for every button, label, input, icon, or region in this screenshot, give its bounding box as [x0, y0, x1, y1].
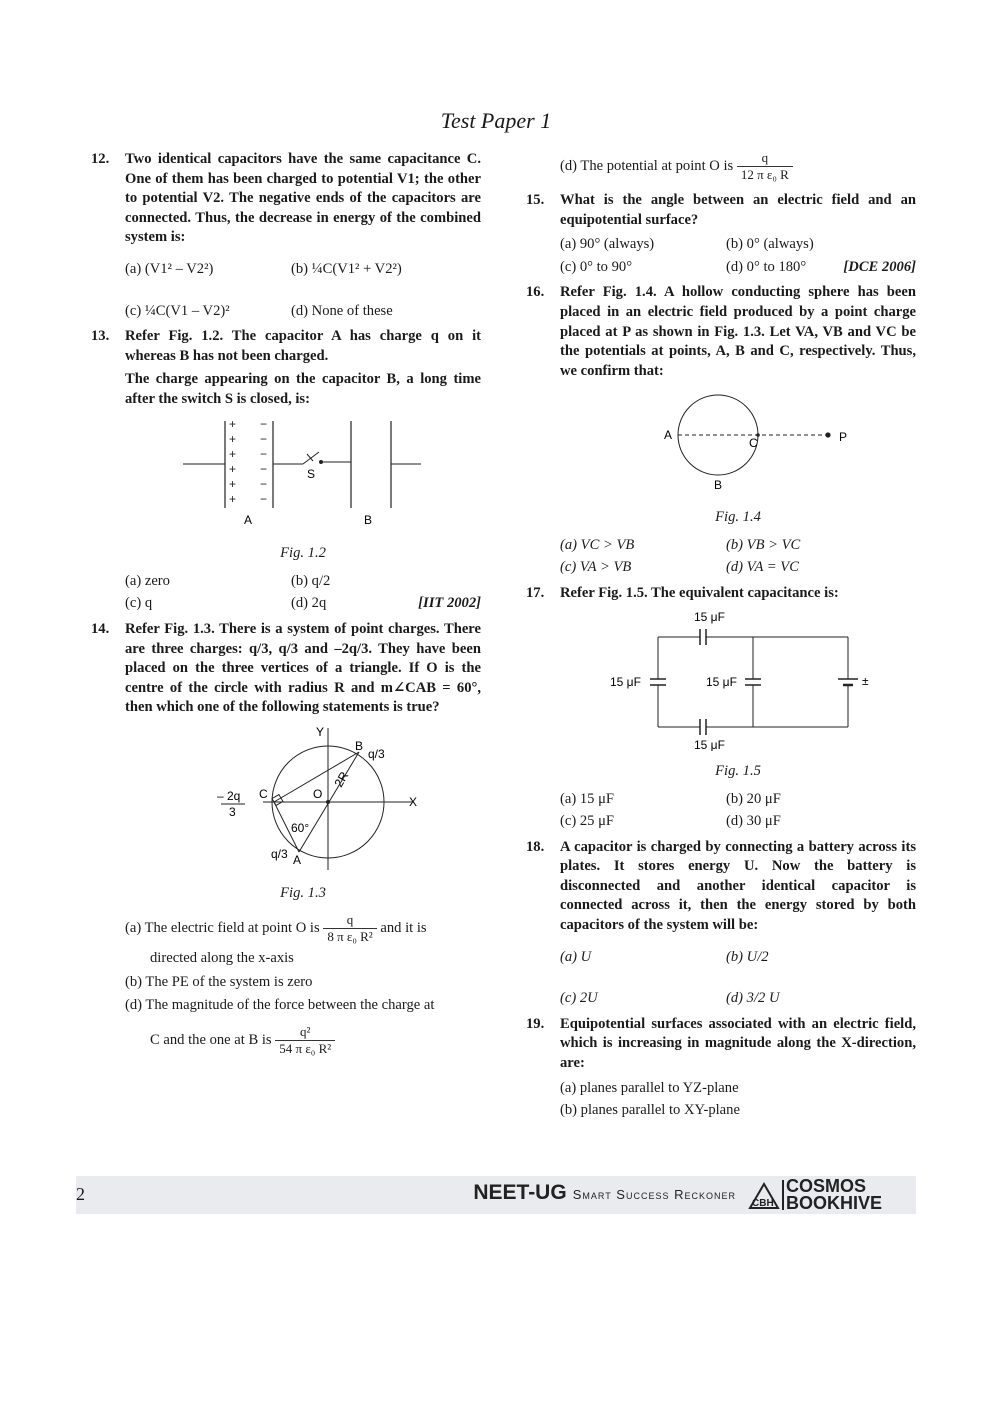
option-d: (d) 2q: [291, 595, 327, 612]
option-a: (a) The electric field at point O is: [125, 919, 320, 936]
vertex-a-label: A: [293, 852, 302, 867]
option-b: (b) q/2: [291, 572, 331, 589]
figure-1-5: [560, 609, 916, 758]
book-title-main: NEET-UG: [473, 1181, 567, 1204]
source-tag: [DCE 2006]: [843, 258, 916, 275]
publisher-name-line2: BOOKHIVE: [786, 1193, 883, 1213]
option-d: (d) 3/2 U: [726, 990, 780, 1007]
charge-c-numerator: – 2q: [217, 788, 241, 803]
option-b: (b) planes parallel to XY-plane: [560, 1102, 740, 1119]
option-d-potential: (d) The potential at point O is: [560, 157, 734, 174]
minus-sign: −: [260, 446, 268, 461]
fraction-denominator: 54 π ε₀ R²: [279, 1040, 332, 1056]
fraction-numerator: q²: [275, 1024, 335, 1041]
source-tag: [IIT 2002]: [418, 595, 481, 612]
fraction-denominator: 12 π ε₀ R: [740, 167, 789, 182]
radius-label: 2R: [331, 769, 352, 790]
cbh-logo-icon: [746, 1178, 782, 1212]
question-stem: Equipotential surfaces associated with an electric field, which is increasing in magnitude along the X-direction, are:: [560, 1015, 916, 1072]
right-column: [526, 150, 916, 1127]
vertex-c-label: C: [259, 786, 268, 801]
figure-caption: Fig. 1.4: [715, 508, 761, 525]
question-number: 16.: [526, 284, 545, 301]
option-a: (a) zero: [125, 572, 170, 589]
publisher-name-line1: COSMOS: [786, 1176, 867, 1196]
minus-sign: −: [260, 461, 268, 476]
option-a: (a) U: [560, 948, 592, 965]
question-number: 17.: [526, 584, 545, 601]
question-16: [526, 283, 916, 577]
figure-caption: Fig. 1.5: [715, 762, 761, 779]
question-stem: Two identical capacitors have the same capacitance C. One of them has been charged to potential V1; the other to potential V2. The negative ends of the capacitors are connected. Thus, the decrease in energy of the combined system is:: [125, 151, 481, 246]
figure-1-2: [125, 416, 481, 541]
figure-caption: Fig. 1.3: [280, 885, 326, 902]
plus-sign: +: [229, 461, 237, 476]
option-d: (d) 30 μF: [726, 813, 781, 830]
publisher-logo: [746, 1178, 916, 1212]
question-stem: Refer Fig. 1.2. The capacitor A has charge q on it whereas B has not been charged.: [125, 328, 481, 364]
plus-sign: +: [229, 476, 237, 491]
point-p-label: P: [839, 430, 848, 445]
question-stem: Refer Fig. 1.3. There is a system of point charges. There are three charges: q/3, q/3 and –2q/3. They have been placed on the three vertices of a triangle. If O is the centre of the circle with radius R and m∠CAB = 60°, then which one of the following statements is true?: [125, 620, 481, 716]
option-d-force-continued: C and the one at B is: [150, 1031, 272, 1048]
x-axis-label: X: [409, 794, 418, 809]
option-b: (b) VB > VC: [726, 536, 801, 553]
question-stem: A capacitor is charged by connecting a battery across its plates. It stores energy U. Now the battery is disconnected and another identical capacitor is connected across it, then the energy stored by both capacitors of the system will be:: [560, 838, 916, 934]
charge-c-denominator: 3: [229, 804, 236, 819]
figure-1-3: [125, 724, 481, 881]
option-a: (a) (V1² – V2²): [125, 260, 214, 277]
capacitor-top-label: 15 μF: [694, 610, 725, 625]
question-stem: Refer Fig. 1.4. A hollow conducting sphere has been placed in an electric field produced by a point charge placed at P as shown in Fig. 1.3. Let VA, VB and VC be the potentials at points, A, B and C, respectively. Thus, we confirm that:: [560, 284, 916, 379]
option-b: (b) The PE of the system is zero: [125, 973, 313, 990]
option-d: (d) VA = VC: [726, 559, 799, 576]
option-c: (c) ¼C(V1 – V2)²: [125, 302, 230, 319]
page-footer: [76, 1176, 916, 1214]
minus-sign: −: [260, 431, 268, 446]
minus-sign: −: [260, 491, 268, 506]
figure-caption: Fig. 1.2: [280, 545, 326, 562]
angle-label: 60°: [291, 820, 310, 835]
option-d: (d) 0° to 180°: [726, 258, 807, 275]
plus-sign: +: [229, 491, 237, 506]
question-number: 19.: [526, 1015, 545, 1032]
question-number: 14.: [91, 620, 110, 637]
option-b: (b) 0° (always): [726, 236, 814, 253]
option-a: (a) 15 μF: [560, 790, 615, 807]
plus-sign: +: [229, 431, 237, 446]
fraction-numerator: q: [737, 150, 793, 167]
book-subtitle: Smart Success Reckoner: [572, 1187, 736, 1202]
question-13: [91, 327, 481, 614]
capacitor-bottom-label: 15 μF: [694, 738, 725, 752]
left-column: [91, 150, 481, 1063]
figure-1-4: [560, 387, 916, 504]
point-c-label: C: [749, 436, 758, 451]
fraction-denominator: 8 π ε₀ R²: [327, 929, 373, 945]
page-title: Test Paper 1: [440, 108, 552, 133]
question-number: 18.: [526, 838, 545, 855]
question-stem: Refer Fig. 1.5. The equivalent capacitance is:: [560, 584, 839, 601]
question-14-option-d-potential: [560, 150, 916, 183]
option-c: (c) q: [125, 595, 153, 612]
fraction-numerator: q: [323, 912, 376, 929]
capacitor-left-label: 15 μF: [610, 675, 641, 690]
option-d-force: (d) The magnitude of the force between the charge at: [125, 997, 435, 1014]
charge-b-label: q/3: [368, 746, 385, 761]
question-number: 13.: [91, 328, 110, 345]
option-a: (a) 90° (always): [560, 236, 655, 253]
option-a: (a) planes parallel to YZ-plane: [560, 1079, 739, 1096]
option-d: (d) None of these: [291, 302, 393, 319]
question-19: [526, 1015, 916, 1121]
option-a-continued: directed along the x-axis: [150, 950, 294, 967]
plus-sign: +: [229, 446, 237, 461]
switch-label: S: [307, 466, 316, 481]
minus-sign: −: [260, 476, 268, 491]
capacitor-b-label: B: [364, 512, 373, 527]
y-axis-label: Y: [316, 724, 325, 739]
battery-polarity-label: ±: [862, 674, 869, 689]
option-a: (a) VC > VB: [560, 536, 635, 553]
question-15: [526, 191, 916, 277]
plus-sign: +: [229, 416, 237, 431]
point-b-label: B: [714, 478, 723, 493]
question-number: 15.: [526, 192, 545, 208]
question-18: [526, 838, 916, 1009]
minus-sign: −: [260, 416, 268, 431]
option-b: (b) U/2: [726, 948, 769, 965]
question-14: [91, 620, 481, 1057]
vertex-b-label: B: [355, 738, 364, 753]
question-12: [91, 150, 481, 321]
origin-label: O: [313, 786, 323, 801]
question-stem-continued: The charge appearing on the capacitor B, a long time after the switch S is closed, is:: [125, 371, 481, 407]
option-c: (c) VA > VB: [560, 559, 632, 576]
option-c: (c) 0° to 90°: [560, 258, 633, 275]
option-c: (c) 25 μF: [560, 813, 615, 830]
option-b: (b) ¼C(V1² + V2²): [291, 260, 402, 277]
option-a-suffix: and it is: [380, 919, 427, 936]
point-a-label: A: [664, 428, 673, 443]
charge-a-label: q/3: [271, 846, 288, 861]
question-17: [526, 584, 916, 832]
option-c: (c) 2U: [560, 990, 598, 1007]
logo-mark-text: CBH: [752, 1198, 774, 1209]
page-number: 2: [76, 1184, 85, 1204]
question-stem: What is the angle between an electric field and an equipotential surface?: [560, 192, 916, 228]
option-b: (b) 20 μF: [726, 790, 781, 807]
book-title: [473, 1181, 736, 1205]
capacitor-middle-label: 15 μF: [706, 675, 737, 690]
capacitor-a-label: A: [244, 512, 253, 527]
question-number: 12.: [91, 151, 110, 167]
